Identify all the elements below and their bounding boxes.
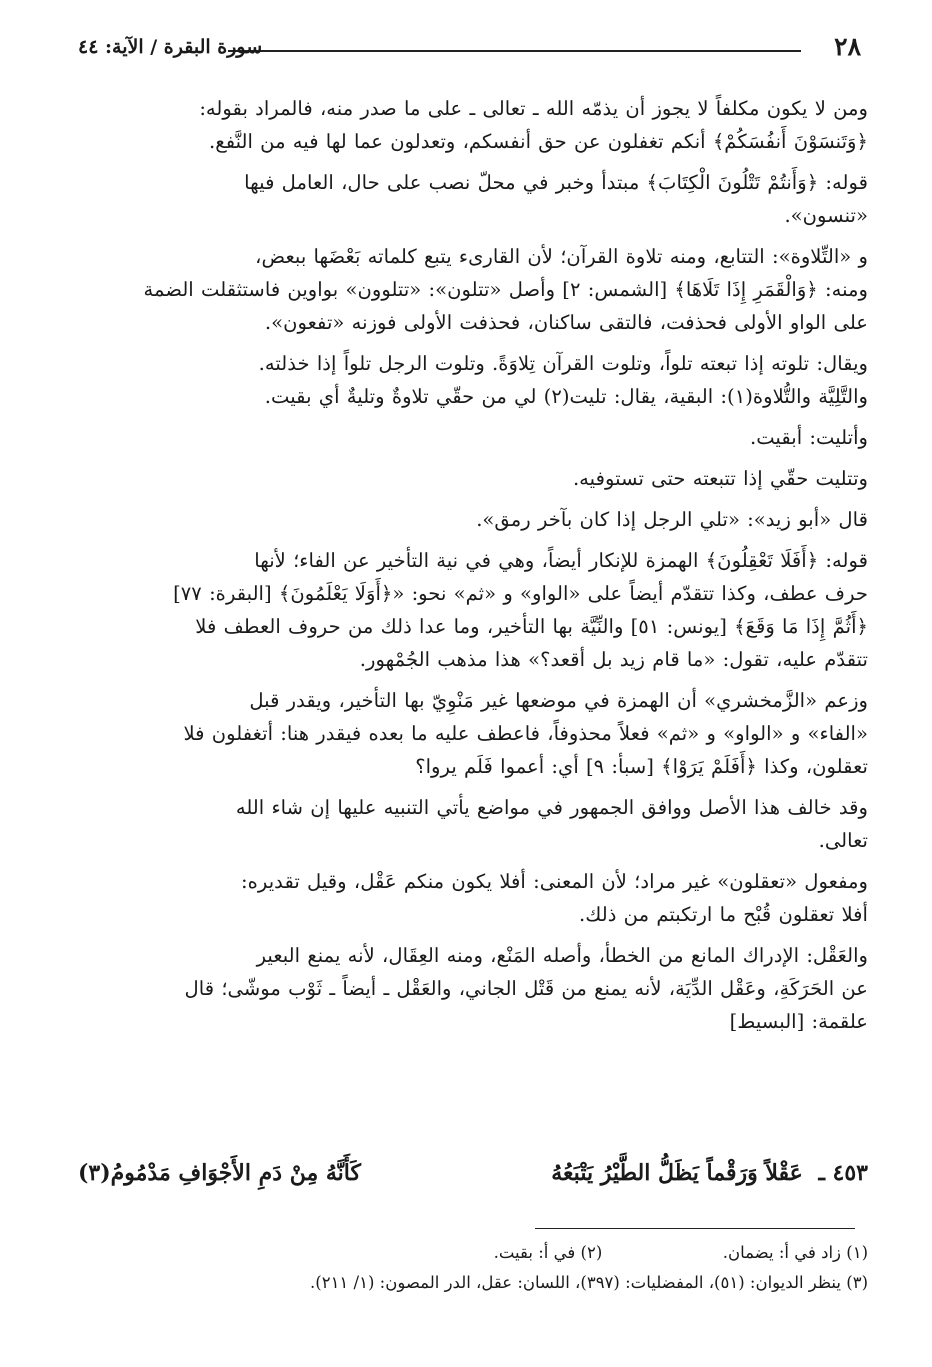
text-line: تعالى. xyxy=(818,829,868,852)
verse-number: ٤٥٣ ـ xyxy=(818,1160,868,1186)
paragraph xyxy=(78,865,868,931)
text-line: ومن لا يكون مكلفاً لا يجوز أن يذمّه الله ـ تعالى ـ على ما صدر منه، فالمراد بقوله: xyxy=(199,97,868,120)
paragraph xyxy=(78,347,868,413)
footnote-2: (٢) في أ: بقيت. xyxy=(493,1243,603,1262)
text-line: والتَّلِيَّة والتُّلاوة(١): البقية، يقال: تليت(٢) لي من حقّي تلاوةٌ وتليةٌ أي بقيت. xyxy=(264,385,868,408)
text-line: وقد خالف هذا الأصل ووافق الجمهور في مواضع يأتي التنبيه عليها إن شاء الله xyxy=(235,796,868,819)
footnote-3: (٣) ينظر الديوان: (٥١)، المفضليات: (٣٩٧)، اللسان: عقل، الدر المصون: (١/ ٢١١). xyxy=(310,1273,868,1292)
text-line: و «التِّلاوة»: التتابع، ومنه تلاوة القرآن؛ لأن القارىء يتبع كلماته بَعْضَها ببعض، xyxy=(255,245,868,268)
paragraph xyxy=(78,166,868,232)
verse-first-hemistich: عَقْلاً وَرَقْماً يَظَلُّ الطَّيْرُ يَتْبَعُهُ xyxy=(551,1160,803,1186)
text-line: حرف عطف، وكذا تتقدّم أيضاً على «الواو» و «ثم» نحو: «﴿أَوَلَا يَعْلَمُونَ﴾ [البقرة: ٧٧] xyxy=(173,582,868,605)
text-line: تعقلون، وكذا ﴿أَفَلَمْ يَرَوْا﴾ [سبأ: ٩] أي: أعموا فَلَم يروا؟ xyxy=(415,755,868,778)
paragraph xyxy=(78,791,868,857)
text-line: «الفاء» و «الواو» و «ثم» فعلاً محذوفاً، فاعطف عليه ما بعده فيقدر هنا: أتغفلون فلا xyxy=(183,722,868,745)
text-line: ومفعول «تعقلون» غير مراد؛ لأن المعنى: أفلا يكون منكم عَقْل، وقيل تقديره: xyxy=(241,870,868,893)
main-text xyxy=(78,92,868,1046)
text-line: وأتليت: أبقيت. xyxy=(749,426,868,449)
paragraph xyxy=(78,684,868,783)
poetry-verse xyxy=(78,1160,868,1186)
running-title: سورة البقرة / الآية: ٤٤ xyxy=(78,36,263,58)
page-number: ٢٨ xyxy=(834,32,861,61)
paragraph xyxy=(78,92,868,158)
paragraph xyxy=(78,421,868,454)
text-line: على الواو الأولى فحذفت، فالتقى ساكنان، فحذفت الأولى فوزنه «تفعون». xyxy=(264,311,868,334)
text-line: ﴿وَتَنسَوْنَ أَنفُسَكُمْ﴾ أنكم تغفلون عن حق أنفسكم، وتعدلون عما لها فيه من النَّفع. xyxy=(209,130,868,153)
paragraph xyxy=(78,503,868,536)
text-line: والعَقْل: الإدراك المانع من الخطأ، وأصله المَنْع، ومنه العِقَال، لأنه يمنع البعير xyxy=(256,944,868,967)
text-line: عن الحَرَكَةِ، وعَقْل الدِّيَة، لأنه يمنع من قَتْل الجاني، والعَقْل ـ أيضاً ـ ثَوْب موشّى؛ قال xyxy=(184,977,868,1000)
footnote-row xyxy=(78,1238,868,1268)
text-line: وتتليت حقّي إذا تتبعته حتى تستوفيه. xyxy=(572,467,868,490)
text-line: قوله: ﴿أَفَلَا تَعْقِلُونَ﴾ الهمزة للإنكار أيضاً، وهي في نية التأخير عن الفاء؛ لأنها xyxy=(254,549,868,572)
text-line: تتقدّم عليه، تقول: «ما قام زيد بل أقعد؟» هذا مذهب الجُمْهور. xyxy=(359,648,868,671)
footnote-1: (١) زاد في أ: يضمان. xyxy=(722,1243,868,1262)
text-line: ومنه: ﴿وَالْقَمَرِ إِذَا تَلَاهَا﴾ [الشمس: ٢] وأصل «تتلون»: «تتلوون» بواوين فاستثقلت الضمة xyxy=(143,278,868,301)
text-line: قوله: ﴿وَأَنتُمْ تَتْلُونَ الْكِتَابَ﴾ مبتدأ وخبر في محلّ نصب على حال، العامل فيها xyxy=(244,171,868,194)
paragraph xyxy=(78,240,868,339)
footnotes xyxy=(78,1238,868,1298)
text-line: ﴿أَثُمَّ إِذَا مَا وَقَعَ﴾ [يونس: ٥١] والنِّيَّة بها التأخير، وما عدا ذلك من حروف العطف فلا xyxy=(195,615,868,638)
page-header xyxy=(78,32,861,72)
header-rule xyxy=(228,50,801,52)
text-line: «تنسون». xyxy=(784,204,868,227)
text-line: وزعم «الزَّمخشري» أن الهمزة في موضعها غير مَنْوِيّ بها التأخير، ويقدر قبل xyxy=(249,689,868,712)
verse-second-hemistich: كَأَنَّهُ مِنْ دَمِ الأَجْوَافِ مَدْمُومُ(٣) xyxy=(78,1160,361,1186)
paragraph xyxy=(78,462,868,495)
text-line: أفلا تعقلون قُبْح ما ارتكبتم من ذلك. xyxy=(579,903,868,926)
text-line: قال «أبو زيد»: «تلي الرجل إذا كان بآخر رمق». xyxy=(476,508,868,531)
paragraph xyxy=(78,939,868,1038)
text-line: علقمة: [البسيط] xyxy=(729,1010,868,1033)
paragraph xyxy=(78,544,868,676)
footnote-rule xyxy=(535,1228,855,1229)
text-line: ويقال: تلوته إذا تبعته تلواً، وتلوت القرآن تِلاوَةً. وتلوت الرجل تلواً إذا خذلته. xyxy=(258,352,868,375)
